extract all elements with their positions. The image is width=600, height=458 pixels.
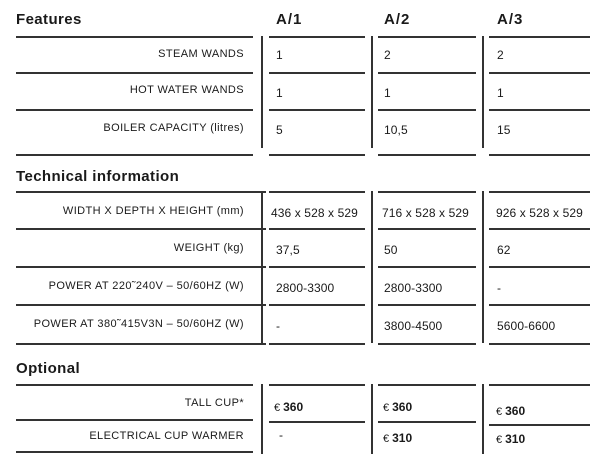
cell-value: 2 <box>384 48 391 62</box>
row-label-weight: WEIGHT (kg) <box>173 242 244 254</box>
price-value <box>276 428 283 442</box>
divider <box>269 304 365 306</box>
row-label-boiler-capacity: BOILER CAPACITY (litres) <box>103 122 244 134</box>
divider <box>16 419 253 421</box>
column-separator <box>261 384 263 454</box>
currency-symbol: € <box>383 402 390 414</box>
divider <box>489 191 590 193</box>
cell-value: 3800-4500 <box>384 319 443 333</box>
currency-symbol: € <box>496 406 503 418</box>
divider <box>269 266 365 268</box>
divider <box>269 36 365 38</box>
column-separator <box>261 36 263 148</box>
divider <box>378 343 476 345</box>
price-value <box>496 432 525 446</box>
cell-value: 62 <box>497 243 511 257</box>
divider <box>489 109 590 111</box>
cell-value: 10,5 <box>384 123 408 137</box>
cell-value: 1 <box>276 86 283 100</box>
divider <box>16 304 266 306</box>
divider <box>16 451 253 453</box>
currency-symbol: € <box>383 433 390 445</box>
cell-value: 5600-6600 <box>497 319 556 333</box>
divider <box>489 72 590 74</box>
divider <box>489 304 590 306</box>
cell-value: 926 x 528 x 529 <box>496 206 583 220</box>
price-value <box>383 431 412 445</box>
price-amount: 310 <box>392 431 413 445</box>
price-value <box>383 400 412 414</box>
row-label-electrical-cup-warmer: ELECTRICAL CUP WARMER <box>89 430 244 442</box>
price-amount: 360 <box>392 400 413 414</box>
divider <box>378 304 476 306</box>
column-separator <box>482 384 484 454</box>
divider <box>378 266 476 268</box>
divider <box>378 191 476 193</box>
divider <box>378 421 476 423</box>
row-label-hot-water-wands: HOT WATER WANDS <box>129 84 244 96</box>
currency-symbol: € <box>274 402 281 414</box>
divider <box>489 384 590 386</box>
row-label-power-220: POWER AT 220˜240V – 50/60HZ (W) <box>48 280 244 292</box>
divider <box>269 191 365 193</box>
cell-value: 2 <box>497 48 504 62</box>
divider <box>16 343 266 345</box>
column-separator <box>371 36 373 148</box>
divider <box>378 72 476 74</box>
column-header-a1: A/1 <box>276 11 303 28</box>
price-amount: 360 <box>283 400 304 414</box>
divider <box>269 384 365 386</box>
cell-value: 1 <box>276 48 283 62</box>
column-separator <box>371 191 373 343</box>
divider <box>16 36 253 38</box>
divider <box>269 154 365 156</box>
row-label-tall-cup: TALL CUP* <box>184 397 244 409</box>
price-value <box>274 400 303 414</box>
optional-heading: Optional <box>16 360 81 377</box>
divider <box>378 154 476 156</box>
divider <box>16 191 266 193</box>
price-value <box>496 404 525 418</box>
technical-heading: Technical information <box>16 168 180 185</box>
column-separator <box>482 36 484 148</box>
currency-symbol: € <box>496 434 503 446</box>
cell-value: 1 <box>497 86 504 100</box>
divider <box>378 228 476 230</box>
cell-value: 37,5 <box>276 243 300 257</box>
price-amount: 310 <box>505 432 526 446</box>
cell-value: 15 <box>497 123 511 137</box>
cell-value: 436 x 528 x 529 <box>271 206 358 220</box>
divider <box>269 109 365 111</box>
cell-value: 1 <box>384 86 391 100</box>
cell-value: 2800-3300 <box>384 281 443 295</box>
price-amount: - <box>279 428 283 442</box>
divider <box>489 154 590 156</box>
divider <box>16 72 253 74</box>
divider <box>269 421 365 423</box>
divider <box>378 384 476 386</box>
features-heading: Features <box>16 11 82 28</box>
divider <box>378 109 476 111</box>
cell-value: 50 <box>384 243 398 257</box>
cell-value: 716 x 528 x 529 <box>382 206 469 220</box>
divider <box>16 266 266 268</box>
divider <box>269 228 365 230</box>
row-label-dimensions: WIDTH X DEPTH X HEIGHT (mm) <box>62 205 244 217</box>
divider <box>489 36 590 38</box>
divider <box>16 228 266 230</box>
cell-value: - <box>497 281 502 295</box>
column-separator <box>371 384 373 454</box>
column-separator <box>261 191 263 343</box>
divider <box>378 36 476 38</box>
divider <box>489 266 590 268</box>
price-amount: 360 <box>505 404 526 418</box>
divider <box>16 384 253 386</box>
divider <box>489 424 590 426</box>
divider <box>16 109 253 111</box>
cell-value: - <box>276 319 281 333</box>
cell-value: 5 <box>276 123 283 137</box>
row-label-steam-wands: STEAM WANDS <box>158 48 244 60</box>
column-header-a2: A/2 <box>384 11 411 28</box>
column-header-a3: A/3 <box>497 11 524 28</box>
divider <box>269 72 365 74</box>
divider <box>489 228 590 230</box>
divider <box>489 343 590 345</box>
row-label-power-380: POWER AT 380˜415V3N – 50/60HZ (W) <box>33 318 244 330</box>
column-separator <box>482 191 484 343</box>
divider <box>269 343 365 345</box>
divider <box>16 154 253 156</box>
cell-value: 2800-3300 <box>276 281 335 295</box>
